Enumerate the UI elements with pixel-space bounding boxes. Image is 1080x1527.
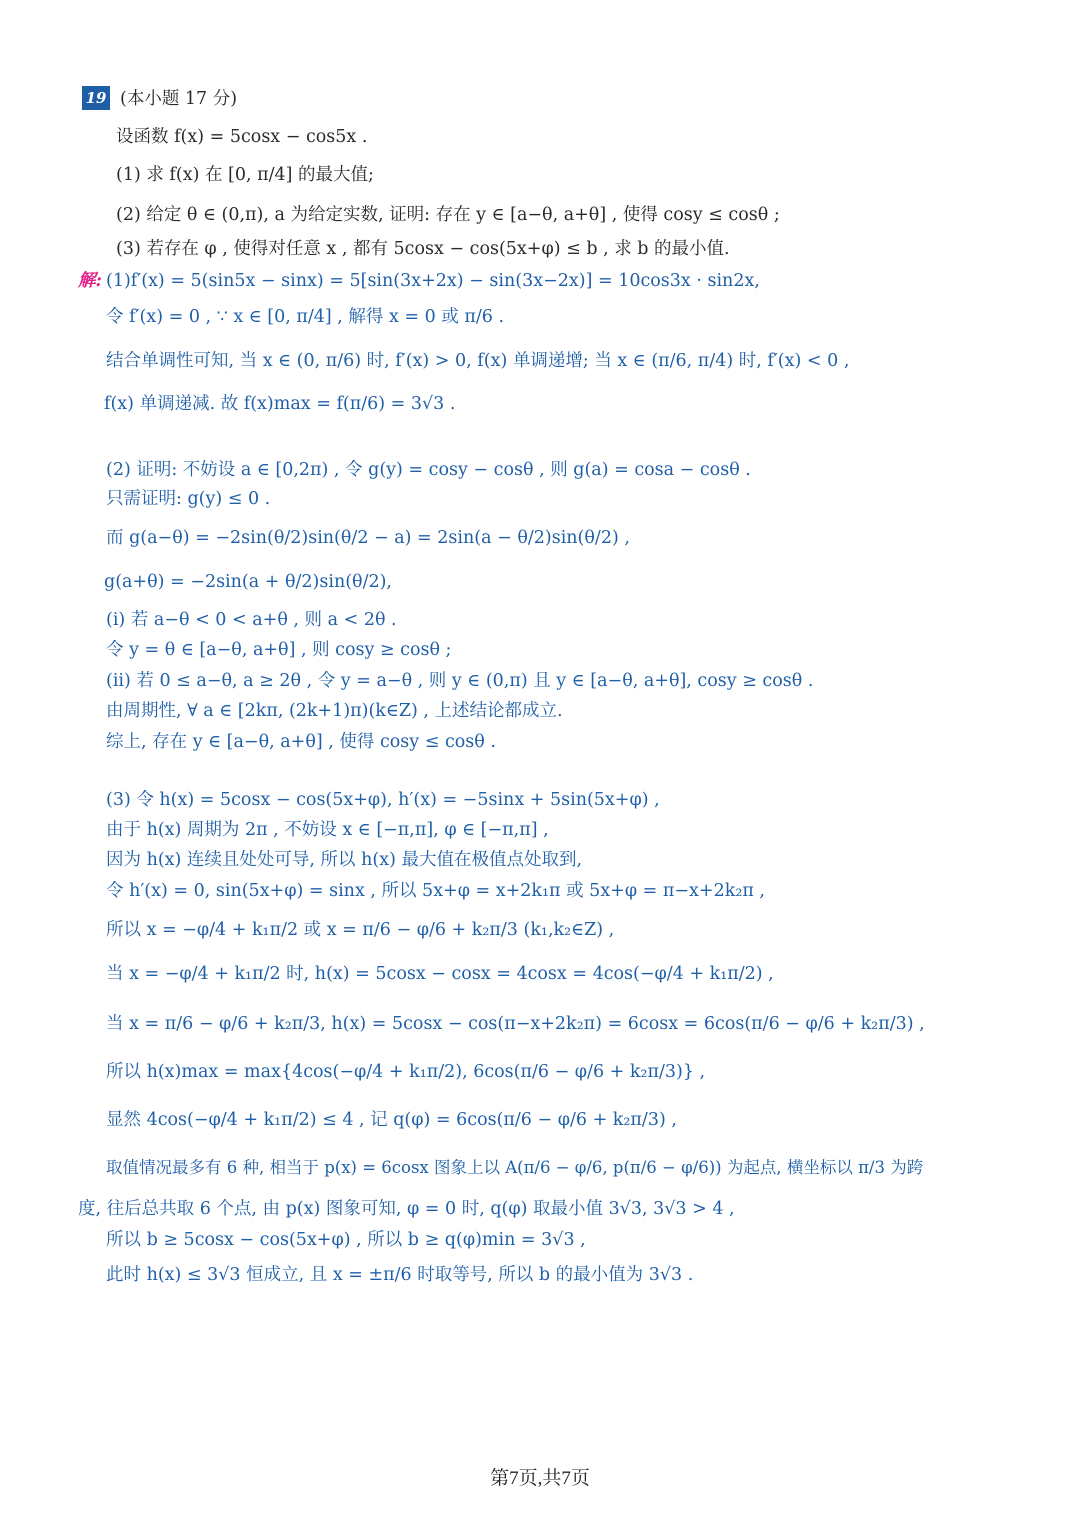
solution-1-line: (1)f′(x) = 5(sin5x − sinx) = 5[sin(3x+2x) − sin(3x−2x)] = 10cos3x · sin2x, (106, 271, 760, 291)
problem-header: (本小题 17 分) (120, 89, 238, 109)
solution-3-line: 当 x = π/6 − φ/6 + k₂π/3, h(x) = 5cosx − cos(π−x+2k₂π) = 6cosx = 6cos(π/6 − φ/6 + k₂π/3) , (106, 1014, 925, 1034)
problem-part-2: (2) 给定 θ ∈ (0,π), a 为给定实数, 证明: 存在 y ∈ [a−θ, a+θ] , 使得 cosy ≤ cosθ ; (116, 205, 780, 225)
solution-3-line: 当 x = −φ/4 + k₁π/2 时, h(x) = 5cosx − cosx = 4cosx = 4cos(−φ/4 + k₁π/2) , (106, 964, 774, 984)
solution-3-line: 此时 h(x) ≤ 3√3 恒成立, 且 x = ±π/6 时取等号, 所以 b 的最小值为 3√3 . (106, 1265, 694, 1285)
solution-3-line: 度, 往后总共取 6 个点, 由 p(x) 图象可知, φ = 0 时, q(φ) 取最小值 3√3, 3√3 > 4 , (78, 1199, 735, 1219)
solution-1-line: 结合单调性可知, 当 x ∈ (0, π/6) 时, f′(x) > 0, f(x) 单调递增; 当 x ∈ (π/6, π/4) 时, f′(x) < 0 , (106, 351, 850, 371)
page-footer: 第7页,共7页 (490, 1468, 590, 1489)
solution-3-line: 由于 h(x) 周期为 2π , 不妨设 x ∈ [−π,π], φ ∈ [−π,π] , (106, 820, 549, 840)
solution-3-line: 因为 h(x) 连续且处处可导, 所以 h(x) 最大值在极值点处取到, (106, 850, 583, 870)
solution-2-line: 而 g(a−θ) = −2sin(θ/2)sin(θ/2 − a) = 2sin(a − θ/2)sin(θ/2) , (106, 528, 630, 548)
solution-3-line: 令 h′(x) = 0, sin(5x+φ) = sinx , 所以 5x+φ = x+2k₁π 或 5x+φ = π−x+2k₂π , (106, 881, 765, 901)
solution-2-line: 综上, 存在 y ∈ [a−θ, a+θ] , 使得 cosy ≤ cosθ . (106, 732, 496, 752)
solution-1-line: 令 f′(x) = 0 , ∵ x ∈ [0, π/4] , 解得 x = 0 或 π/6 . (106, 307, 505, 327)
solution-3-line: 显然 4cos(−φ/4 + k₁π/2) ≤ 4 , 记 q(φ) = 6cos(π/6 − φ/6 + k₂π/3) , (106, 1110, 677, 1130)
problem-number-badge: 19 (82, 86, 110, 110)
problem-part-3: (3) 若存在 φ , 使得对任意 x , 都有 5cosx − cos(5x+φ) ≤ b , 求 b 的最小值. (116, 239, 730, 259)
problem-statement: 设函数 f(x) = 5cosx − cos5x . (116, 127, 368, 147)
solution-2-line: (i) 若 a−θ < 0 < a+θ , 则 a < 2θ . (106, 610, 397, 630)
solution-3-line: 所以 h(x)max = max{4cos(−φ/4 + k₁π/2), 6cos(π/6 − φ/6 + k₂π/3)} , (106, 1062, 706, 1082)
solution-3-line: 所以 x = −φ/4 + k₁π/2 或 x = π/6 − φ/6 + k₂π/3 (k₁,k₂∈Z) , (106, 920, 615, 940)
solution-3-line: 取值情况最多有 6 种, 相当于 p(x) = 6cosx 图象上以 A(π/6 − φ/6, p(π/6 − φ/6)) 为起点, 横坐标以 π/3 为跨 (106, 1158, 924, 1177)
solution-2-line: 令 y = θ ∈ [a−θ, a+θ] , 则 cosy ≥ cosθ ; (106, 640, 452, 660)
solution-mark: 解: (78, 271, 102, 291)
solution-2-line: 只需证明: g(y) ≤ 0 . (106, 489, 271, 509)
problem-part-1: (1) 求 f(x) 在 [0, π/4] 的最大值; (116, 165, 374, 185)
solution-2-line: g(a+θ) = −2sin(a + θ/2)sin(θ/2), (104, 572, 392, 592)
solution-3-line: (3) 令 h(x) = 5cosx − cos(5x+φ), h′(x) = −5sinx + 5sin(5x+φ) , (106, 790, 660, 810)
solution-3-line: 所以 b ≥ 5cosx − cos(5x+φ) , 所以 b ≥ q(φ)min = 3√3 , (106, 1230, 586, 1250)
solution-2-line: (2) 证明: 不妨设 a ∈ [0,2π) , 令 g(y) = cosy − cosθ , 则 g(a) = cosa − cosθ . (106, 460, 751, 480)
solution-1-line: f(x) 单调递减. 故 f(x)max = f(π/6) = 3√3 . (104, 394, 456, 414)
solution-2-line: (ii) 若 0 ≤ a−θ, a ≥ 2θ , 令 y = a−θ , 则 y ∈ (0,π) 且 y ∈ [a−θ, a+θ], cosy ≥ cosθ . (106, 671, 814, 691)
solution-2-line: 由周期性, ∀ a ∈ [2kπ, (2k+1)π)(k∈Z) , 上述结论都成立. (106, 701, 563, 721)
